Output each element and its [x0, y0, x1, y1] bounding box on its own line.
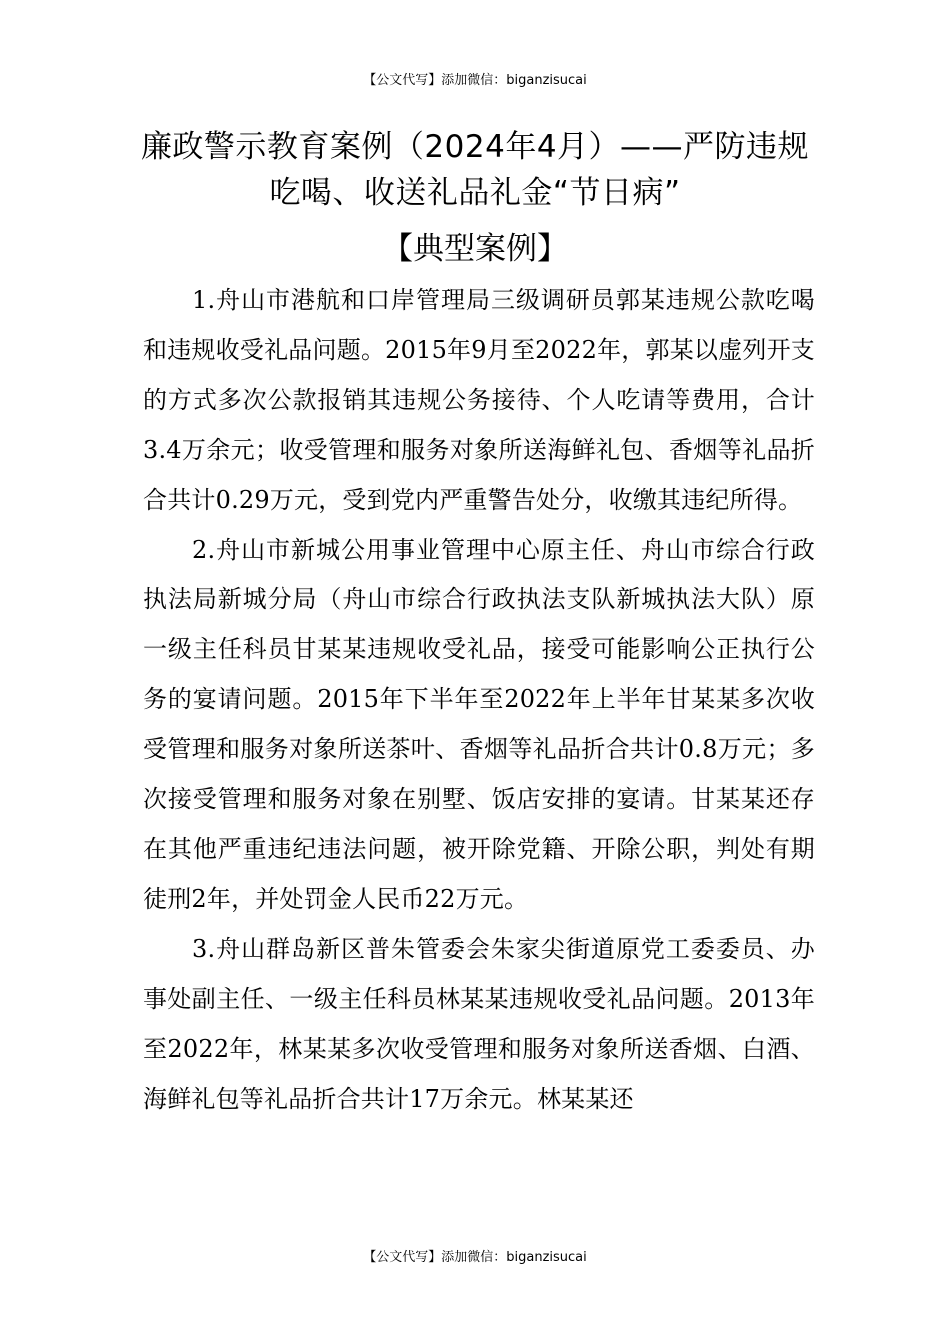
section-heading: 【典型案例】: [382, 231, 568, 267]
footer-note: 【公文代写】添加微信：biganzisucai: [363, 1250, 587, 1265]
document-title: 廉政警示教育案例（2024年4月）——严防违规吃喝、收送礼品礼金“节日病”: [140, 129, 810, 211]
document-body: [143, 276, 815, 1124]
header-note: 【公文代写】添加微信：biganzisucai: [363, 73, 587, 88]
case-paragraph-3: 3.舟山群岛新区普朱管委会朱家尖街道原党工委委员、办事处副主任、一级主任科员林某某违规收受礼品问题。2013年至2022年，林某某多次收受管理和服务对象所送香烟、白酒、海鲜礼包等礼品折合共计17万余元。林某某还: [143, 934, 815, 1113]
case-paragraph-1: 1.舟山市港航和口岸管理局三级调研员郭某违规公款吃喝和违规收受礼品问题。2015年9月至2022年，郭某以虚列开支的方式多次公款报销其违规公务接待、个人吃请等费用，合计3.4万余元；收受管理和服务对象所送海鲜礼包、香烟等礼品折合共计0.29万元，受到党内严重警告处分，收缴其违纪所得。: [143, 286, 815, 514]
case-paragraph-2: 2.舟山市新城公用事业管理中心原主任、舟山市综合行政执法局新城分局（舟山市综合行政执法支队新城执法大队）原一级主任科员甘某某违规收受礼品，接受可能影响公正执行公务的宴请问题。2015年下半年至2022年上半年甘某某多次收受管理和服务对象所送茶叶、香烟等礼品折合共计0.8万元；多次接受管理和服务对象在别墅、饭店安排的宴请。甘某某还存在其他严重违纪违法问题，被开除党籍、开除公职，判处有期徒刑2年，并处罚金人民币22万元。: [143, 535, 815, 913]
